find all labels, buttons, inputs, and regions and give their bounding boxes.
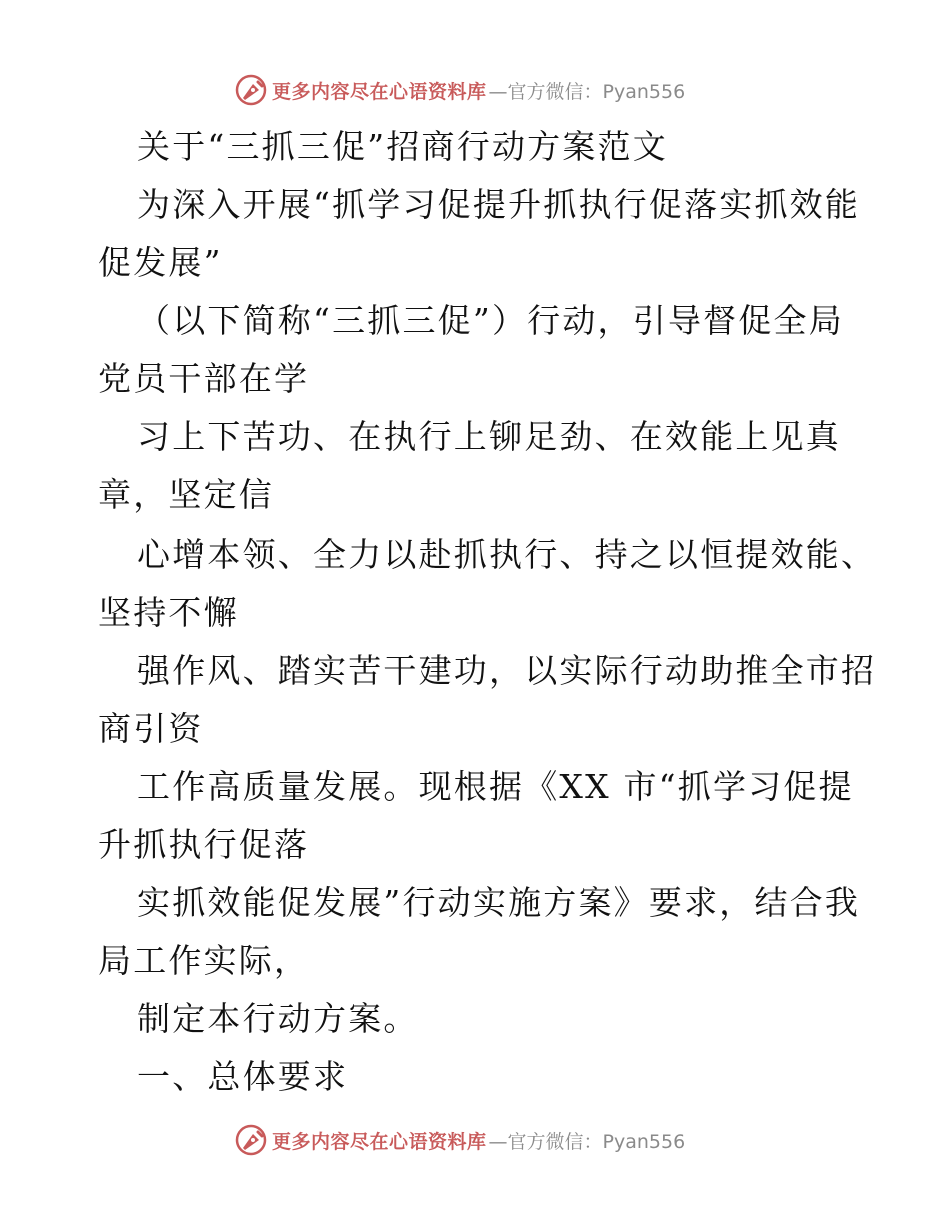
paragraph-line: 升抓执行促落 bbox=[98, 825, 310, 864]
footer-watermark bbox=[234, 1123, 685, 1157]
paragraph-line: 习上下苦功、在执行上铆足劲、在效能上见真 bbox=[137, 417, 841, 456]
paragraph-line: 章，坚定信 bbox=[98, 475, 274, 514]
paragraph-line: 促发展” bbox=[98, 243, 223, 282]
watermark-site-text: 更多内容尽在心语资料库 bbox=[272, 80, 487, 103]
header-watermark bbox=[234, 73, 685, 107]
watermark-site-text: 更多内容尽在心语资料库 bbox=[272, 1130, 487, 1153]
paragraph-line: 党员干部在学 bbox=[98, 359, 310, 398]
paragraph-line: 心增本领、全力以赴抓执行、持之以恒提效能、 bbox=[137, 535, 877, 574]
section-heading: 一、总体要求 bbox=[137, 1057, 349, 1096]
paragraph-line: 商引资 bbox=[98, 709, 204, 748]
paragraph-line: 强作风、踏实苦干建功，以实际行动助推全市招 bbox=[137, 651, 877, 690]
watermark-wechat-text: —官方微信：Pyan556 bbox=[488, 80, 686, 103]
pen-nib-logo-icon bbox=[234, 1123, 268, 1157]
pen-nib-logo-icon bbox=[234, 73, 268, 107]
watermark-wechat-text: —官方微信：Pyan556 bbox=[488, 1130, 686, 1153]
paragraph-line: 局工作实际， bbox=[98, 941, 310, 980]
paragraph-line: 坚持不懈 bbox=[98, 593, 239, 632]
paragraph-line: 制定本行动方案。 bbox=[137, 999, 419, 1038]
paragraph-line: 实抓效能促发展”行动实施方案》要求，结合我 bbox=[137, 883, 861, 922]
document-title: 关于“三抓三促”招商行动方案范文 bbox=[137, 127, 668, 166]
paragraph-line: （以下简称“三抓三促”）行动，引导督促全局 bbox=[137, 301, 844, 340]
paragraph-line: 工作高质量发展。现根据《XX 市“抓学习促提 bbox=[137, 767, 854, 806]
paragraph-line: 为深入开展“抓学习促提升抓执行促落实抓效能 bbox=[137, 185, 861, 224]
